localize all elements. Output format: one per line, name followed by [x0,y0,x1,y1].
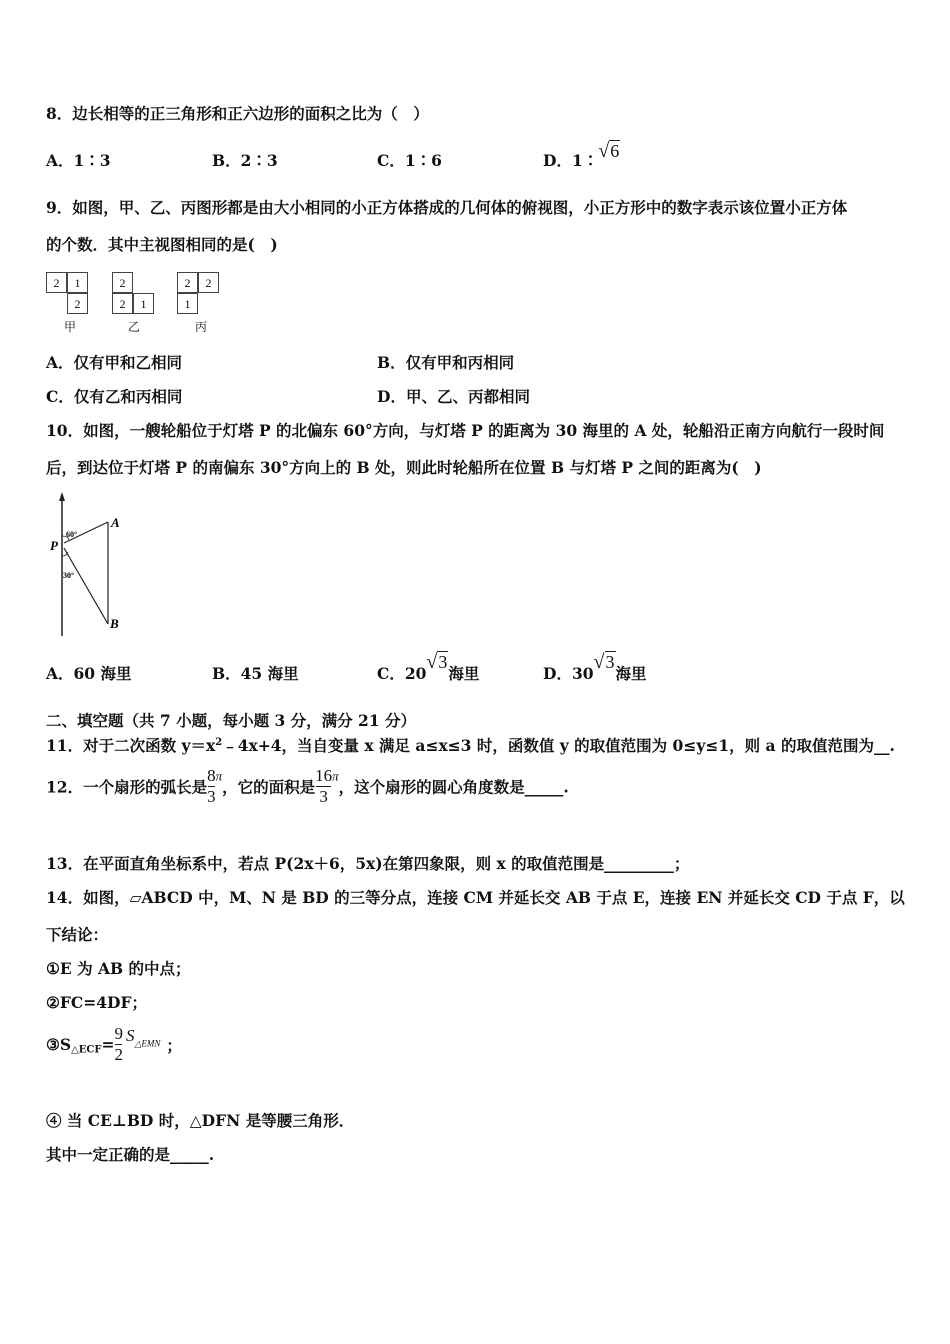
q8-option-a[interactable]: A．1∶3 [46,151,111,170]
q9-figure-jia [46,272,96,334]
point-p-label: P [50,538,58,553]
q14-c3-post: ； [166,1035,182,1055]
q14-c3-fraction [114,1024,123,1065]
q14-c3-s: S [125,1025,135,1045]
q10-option-d-unit: 海里 [615,664,647,683]
q10-stem-line1: 10．如图，一艘轮船位于灯塔 P 的北偏东 60°方向，与灯塔 P 的距离为 30 海里的 A 处，轮船沿正南方向航行一段时间 [46,421,885,440]
q12-pre: 12．一个扇形的弧长是 [46,777,208,797]
q12-mid: ，它的面积是 [222,777,316,797]
angle-30-label: 30° [63,571,75,580]
segment-pb [64,548,108,624]
grid-cell: 2 [46,272,67,293]
q10-figure [44,490,134,638]
q9-option-c[interactable]: C．仅有乙和丙相同 [46,387,183,406]
grid-cell: 2 [112,272,133,293]
q11-superscript: 2 [215,736,223,748]
grid-cell: 2 [177,272,198,293]
q12-fraction-arc [207,766,216,807]
q9-figure-yi [112,272,162,334]
q10-option-c[interactable] [377,651,480,683]
figure-label: 丙 [195,320,208,334]
q10-option-b[interactable]: B．45 海里 [212,664,299,683]
q14-stem-line2: 下结论： [46,925,109,944]
q9-stem-line2: 的个数．其中主视图相同的是( ) [46,235,278,254]
q13-text: 13．在平面直角坐标系中，若点 P(2x＋6，5x)在第四象限，则 x 的取值范围是_________； [46,854,690,873]
figure-label: 乙 [128,320,141,334]
q8-option-d-prefix: D．1∶ [543,151,599,170]
q14-final-question: 其中一定正确的是_____. [46,1145,215,1164]
sqrt-symbol: √3 [593,651,615,673]
q11-pre: 11．对于二次函数 y＝x [46,736,216,755]
q14-stem-line1: 14．如图，▱ABCD 中，M、N 是 BD 的三等分点，连接 CM 并延长交 AB 于点 E，连接 EN 并延长交 CD 于点 F，以 [46,888,905,907]
q12-post: ，这个扇形的圆心角度数是_____. [338,777,569,797]
grid-cell: 1 [133,293,154,314]
q10-option-d[interactable] [543,651,647,683]
fraction-denominator: 3 [207,787,216,806]
grid-cell: 1 [177,293,198,314]
q10-option-d-radicand: 3 [605,652,615,672]
fraction-numerator: 16 [315,766,333,785]
arrow-head [59,492,65,501]
q8-option-d[interactable] [543,140,620,170]
grid-cell: 2 [67,293,88,314]
q10-option-c-radicand: 3 [438,652,448,672]
sqrt-symbol: √3 [426,651,448,673]
section-title: 二、填空题（共 7 小题，每小题 3 分，满分 21 分） [46,711,417,730]
q14-conclusion-1: ①E 为 AB 的中点； [46,959,191,978]
q11-text [46,734,895,756]
q9-stem-line1: 9．如图，甲、乙、丙图形都是由大小相同的小正方体搭成的几何体的俯视图，小正方形中的数字表示该位置小正方体 [46,198,848,217]
grid-cell: 2 [198,272,219,293]
figure-label: 甲 [64,320,77,334]
q8-option-d-radicand: 6 [610,141,620,161]
q14-c3-s-sub: △EMN [134,1038,161,1049]
grid-cell: 1 [67,272,88,293]
q9-option-a[interactable]: A．仅有甲和乙相同 [46,353,183,372]
q10-option-c-prefix: C．20 [377,664,427,683]
q10-option-d-prefix: D．30 [543,664,594,683]
q14-conclusion-4: ④ 当 CE⊥BD 时，△DFN 是等腰三角形． [46,1111,355,1130]
q10-option-c-unit: 海里 [448,664,480,683]
fraction-numerator: 9 [114,1024,123,1043]
q14-c3-sub: △ECF [71,1044,102,1056]
q10-option-a[interactable]: A．60 海里 [46,664,132,683]
angle-60-label: 60° [66,530,78,539]
pi-symbol: π [215,768,223,784]
q9-option-d[interactable]: D．甲、乙、丙都相同 [377,387,530,406]
q10-stem-line2: 后，到达位于灯塔 P 的南偏东 30°方向上的 B 处，则此时轮船所在位置 B 与灯塔 P 之间的距离为( ) [46,458,762,477]
fraction-denominator: 3 [319,787,328,806]
q14-conclusion-3 [46,1024,182,1065]
pi-symbol: π [332,768,339,784]
q11-post: ﹣4x+4，当自变量 x 满足 a≤x≤3 时，函数值 y 的取值范围为 0≤y≤1，则 a 的取值范围为__. [222,736,895,755]
q14-c3-pre: ③S [46,1035,72,1054]
q9-option-b[interactable]: B．仅有甲和丙相同 [377,353,515,372]
q8-option-b[interactable]: B．2∶3 [212,151,278,170]
q9-figure-bing [177,272,227,334]
q12-text [46,766,569,807]
q8-stem: 8．边长相等的正三角形和正六边形的面积之比为（ ） [46,104,429,123]
point-b-label: B [110,616,119,631]
grid-cell: 2 [112,293,133,314]
fraction-numerator: 8 [207,766,216,785]
point-a-label: A [111,515,120,530]
q8-option-c[interactable]: C．1∶6 [377,151,442,170]
q14-c3-eq: = [101,1035,115,1054]
sqrt-symbol: √6 [598,140,620,162]
fraction-denominator: 2 [114,1045,123,1064]
q14-conclusion-2: ②FC=4DF； [46,993,147,1012]
q12-fraction-area [315,766,332,807]
